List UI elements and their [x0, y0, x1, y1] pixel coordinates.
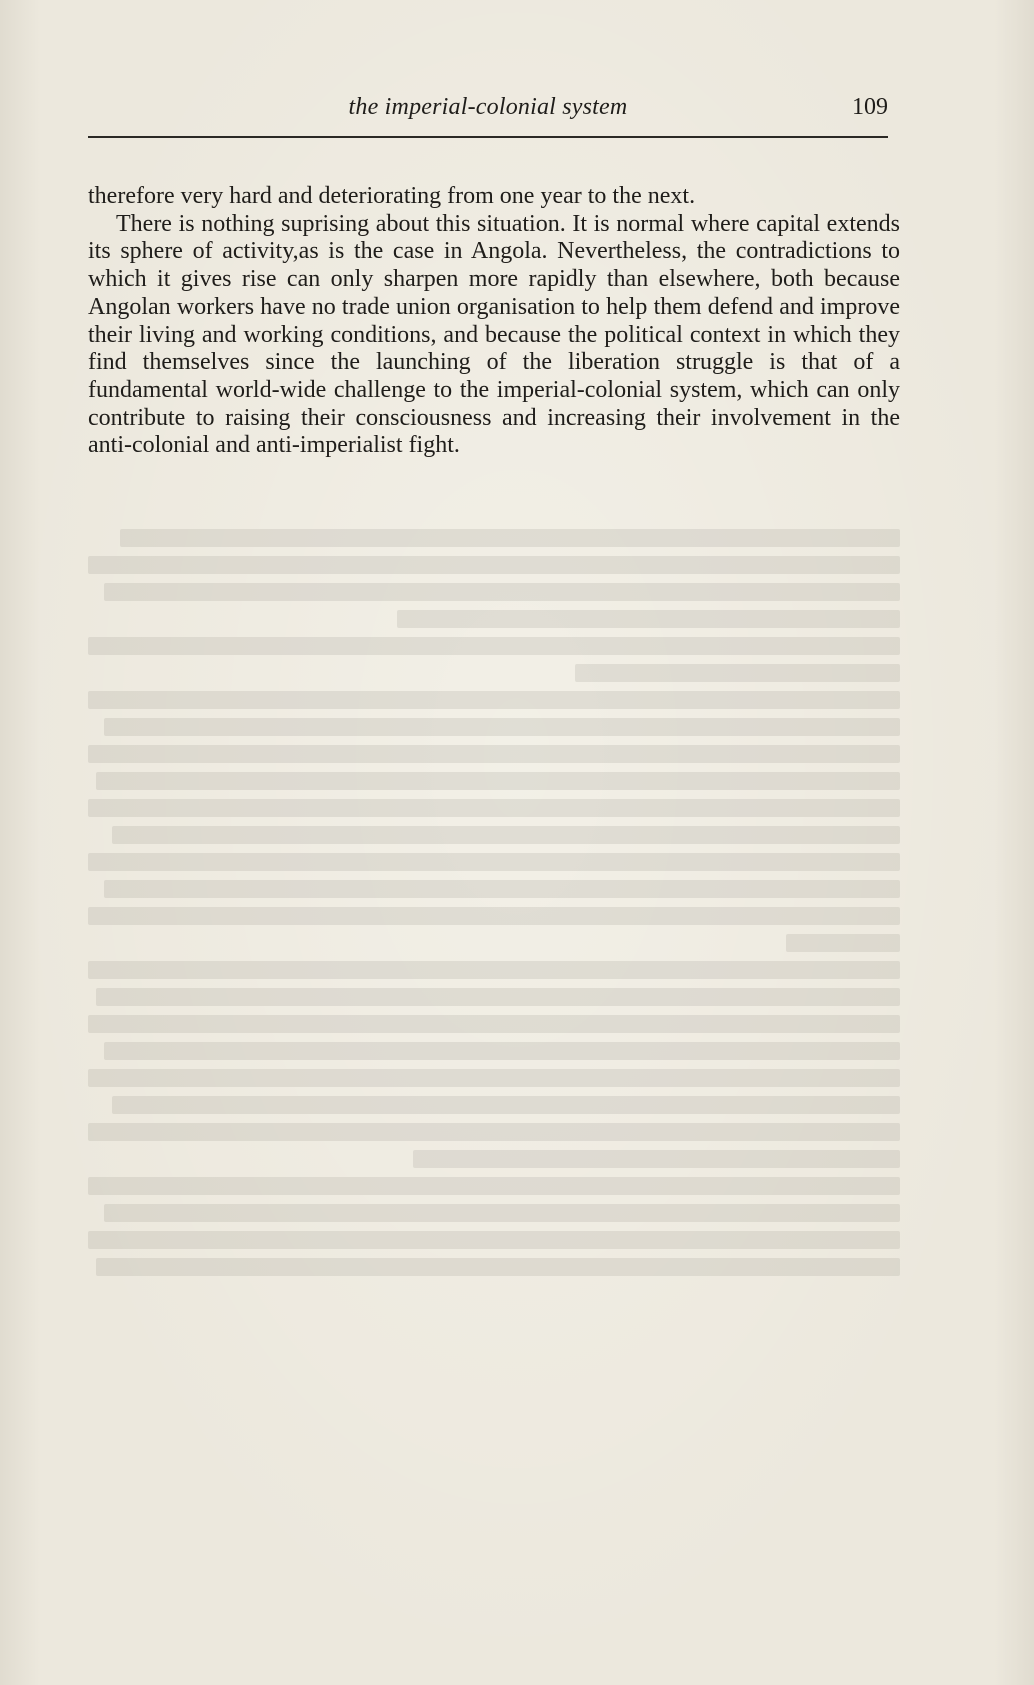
running-title: the imperial-colonial system [348, 94, 628, 120]
header-rule [88, 136, 888, 138]
page-number: 109 [852, 94, 888, 120]
body-text [88, 183, 900, 460]
show-through-texture [88, 520, 900, 1400]
paragraph-continuation: therefore very hard and deteriorating from one year to the next. [88, 183, 696, 209]
running-head [88, 88, 888, 128]
paragraph: There is nothing suprising about this situation. It is normal where capital extends its sphere of activity,as is the case in Angola. Nevertheless, the contradictions to which it gives rise can only sharpen more rapidly than elsewhere, both because Angolan workers have no trade union organisation to help them defend and improve their living and working conditions, and because the political context in which they find themselves since the launching of the liberation struggle is that of a fundamental world-wide challenge to the imperial-colonial system, which can only contribute to raising their consciousness and increasing their involvement in the anti-colonial and anti-imperialist fight. [88, 210, 900, 459]
